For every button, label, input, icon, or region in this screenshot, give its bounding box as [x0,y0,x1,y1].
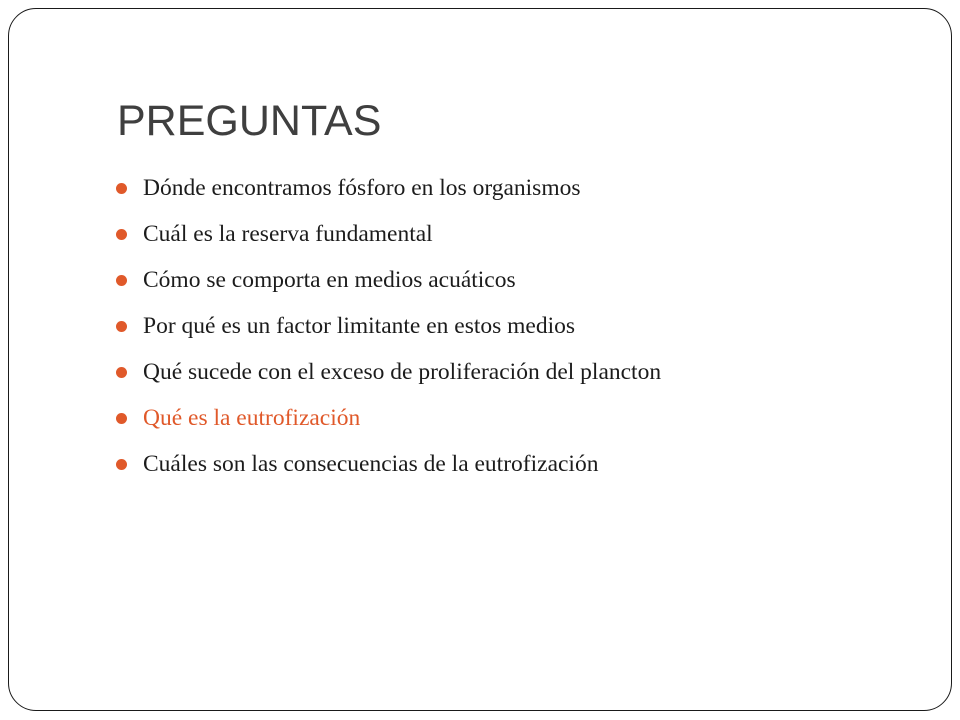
bullet-dot-icon [116,183,127,194]
bullet-text: Qué sucede con el exceso de proliferación del plancton [143,359,662,385]
list-item-highlighted [115,395,661,441]
bullet-dot-icon [116,367,127,378]
bullet-list [115,165,661,487]
bullet-text: Cuál es la reserva fundamental [143,221,433,247]
bullet-dot-icon [116,413,127,424]
bullet-text: Dónde encontramos fósforo en los organismos [143,175,581,201]
bullet-dot-icon [116,459,127,470]
bullet-dot-icon [116,321,127,332]
bullet-text: Por qué es un factor limitante en estos medios [143,313,576,339]
bullet-dot-icon [116,275,127,286]
list-item [115,257,661,303]
bullet-dot-icon [116,229,127,240]
list-item [115,211,661,257]
list-item [115,349,661,395]
bullet-text: Cuáles son las consecuencias de la eutrofización [143,451,599,477]
list-item [115,165,661,211]
list-item [115,303,661,349]
bullet-text: Cómo se comporta en medios acuáticos [143,267,516,293]
list-item [115,441,661,487]
slide-frame [8,8,952,711]
slide-title: PREGUNTAS [117,97,382,145]
bullet-text: Qué es la eutrofización [143,405,361,431]
